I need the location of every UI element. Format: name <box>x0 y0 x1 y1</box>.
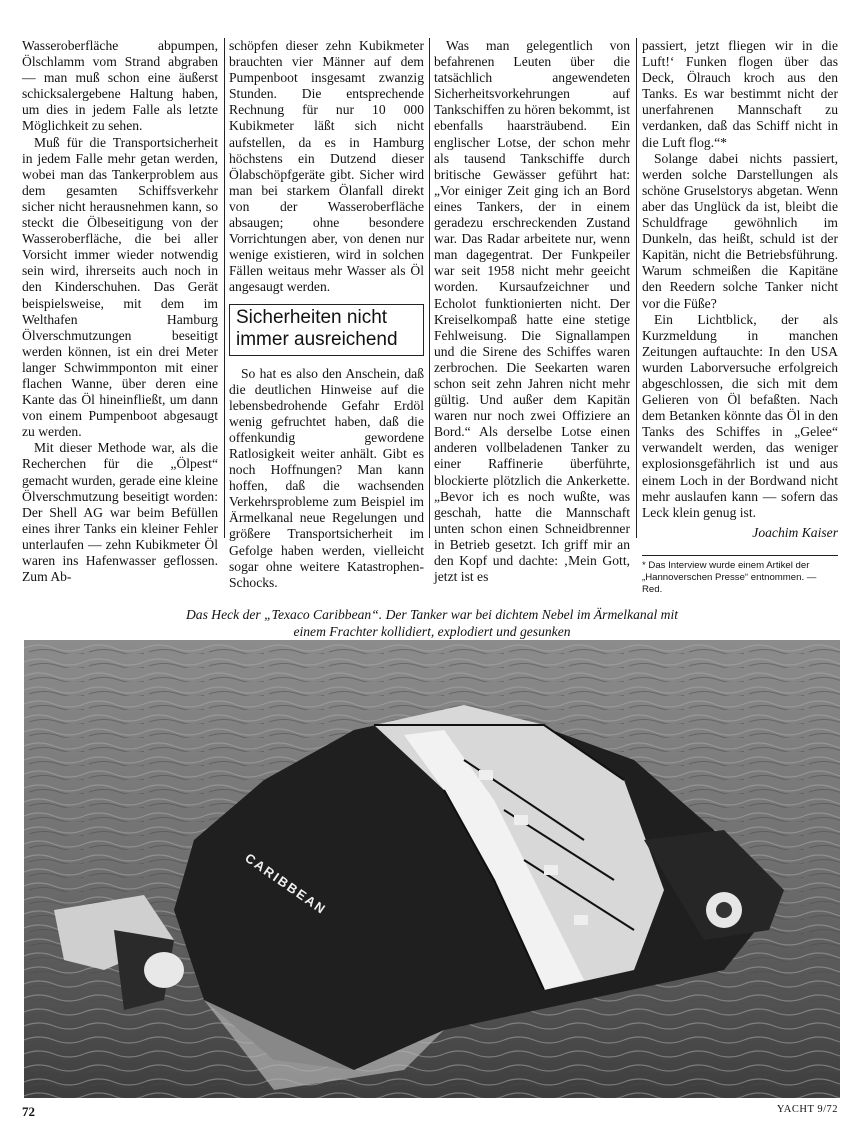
paragraph: Ein Lichtblick, der als Kurzmeldung in manchen Zeitungen auftauchte: In den USA wurden Laborversuche erfolgreich abgeschlossen, die sich mit dem Gelieren von Öl befaßten. Nach dem Betanken könnte das Öl in den Tanks des Schiffes in „Gelee“ verwandelt werden, das weniger explosionsgefährlich ist und aus einem Loch in der Bordwand nicht mehr auslaufen kann — sofern das Leck klein genug ist. <box>642 311 838 520</box>
article-column-1 <box>22 38 218 585</box>
tanker-photo-illustration <box>24 640 840 1098</box>
page-number: 72 <box>22 1104 35 1119</box>
column-divider <box>224 38 225 538</box>
caption-line: Das Heck der „Texaco Caribbean“. Der Tanker war bei dichtem Nebel im Ärmelkanal mit <box>185 607 679 622</box>
paragraph: passiert, jetzt fliegen wir in die Luft!‘ Funken flogen über das Deck, Ölrauch kroch aus den Tanks. Es war bestimmt nicht der unerfahrenen Mannschaft zu verdanken, daß das Schiff nicht in die Luft flog.“* <box>642 38 838 150</box>
sinking-tanker-photo <box>24 640 840 1098</box>
author-byline: Joachim Kaiser <box>752 524 838 540</box>
article-column-2 <box>229 38 424 591</box>
section-heading: Sicherheiten nicht immer ausreichend <box>229 304 424 356</box>
column-divider <box>636 38 637 538</box>
article-column-3 <box>434 38 630 585</box>
paragraph: Solange dabei nichts passiert, werden solche Darstellungen als schöne Gruselstorys abgetan. Wenn aber das Unglück da ist, bleibt die Schuldfrage gewöhnlich im Dunkeln, das heißt, schuld ist der Kapitän, nicht die Betriebsführung. Warum schmeißen die Kapitäne den Reedern solche Tanker nicht vor die Füße? <box>642 150 838 311</box>
paragraph: schöpfen dieser zehn Kubikmeter brauchten vier Männer auf dem Pumpenboot insgesamt zwanzig Stunden. Die entsprechende Rechnung für nur 10 000 Kubikmeter läßt sich nicht aufstellen, da es in Hamburg höchstens ein Dutzend dieser Ölabschöpfgeräte gibt. Sicher wird man bei starkem Ölanfall direkt von der Wasseroberfläche absaugen; ohne besondere Vorrichtungen aber, von denen nur wenige existieren, wird in solchen Fällen weitaus mehr Wasser als Öl angesaugt werden. <box>229 38 424 295</box>
photo-caption <box>60 606 804 640</box>
paragraph: Muß für die Transportsicherheit in jedem Falle mehr getan werden, wobei man das Tankerproblem aus dem gesamten Schiffsverkehr sicher nicht herausnehmen kann, so steckt die Ölbeseitigung von der Wasseroberfläche, die bei aller Vorsicht immer wieder notwendig sein wird, ihrerseits auch noch in den Kinderschuhen. Das Gerät beispielsweise, mit dem im Welthafen Hamburg Ölverschmutzungen beseitigt werden können, ist ein drei Meter langer Schwimmponton mit einer flachen Wanne, über deren eine Kante das Öl hineinfließt, um dann von einem Pumpenboot abgesaugt zu werden. <box>22 134 218 440</box>
paragraph: So hat es also den Anschein, daß die deutlichen Hinweise auf die lebensbedrohende Gefahr Erdöl wenig gefruchtet haben, daß die offenkundig gewordene Ratlosigkeit weiter anhält. Gibt es noch Hoffnungen? Man kann hoffen, daß die wachsenden Verkehrsprobleme zum Beispiel im Ärmelkanal neue Regelungen und größere Transportsicherheit im Gefolge haben werden, vielleicht sogar ohne weitere Katastrophen-Schocks. <box>229 365 424 590</box>
paragraph: Mit dieser Methode war, als die Recherchen für die „Ölpest“ gemacht wurden, gerade eine kleine Ölverschmutzung beseitigt worden: Der Shell AG war beim Befüllen eines ihrer Tanks ein kleiner Fehler unterlaufen — zehn Kubikmeter Öl waren ins Hafenwasser geflossen. Zum Ab- <box>22 440 218 585</box>
caption-line: einem Frachter kollidiert, explodiert und gesunken <box>293 624 571 639</box>
paragraph: Was man gelegentlich von befahrenen Leuten über die tatsächlich angewendeten Sicherheitsvorkehrungen auf Tankschiffen zu hören bekommt, ist ebenfalls haarsträubend. Ein englischer Lotse, der schon mehr als tausend Tankschiffe durch britische Gewässer geführt hat: „Vor einiger Zeit ging ich an Bord eines Tankers, der in einem geradezu erschreckenden Zustand war. Das Radar arbeitete nur, wenn man dagegentrat. Der Funkpeiler war seit 1958 nicht mehr geeicht worden. Kursaufzeichner und Echolot funktionierten nicht. Der Kreiselkompaß hatte eine stetige Fehlweisung. Die Signallampen und die Sirene des Schiffes waren zerbrochen. Die Seekarten waren schon seit zehn Jahren nicht mehr gültig. Und außer dem Kapitän waren nur noch zwei Offiziere an Bord.“ Als derselbe Lotse einen anderen vollbeladenen Tanker zu einer Raffinerie überführte, blockierte plötzlich die Ankerkette. „Bevor ich es noch wußte, was geschah, hatte die Mannschaft unten schon einen Schneidbrenner in Betrieb gesetzt. Ich griff mir an den Kopf und dachte: ‚Mein Gott, jetzt ist es <box>434 38 630 585</box>
paragraph: Wasseroberfläche abpumpen, Ölschlamm vom Strand abgraben — man muß schon eine äußerst schicksalergebene Haltung haben, um dies in jedem Falle als letzte Möglichkeit zu sehen. <box>22 38 218 134</box>
magazine-issue: YACHT 9/72 <box>776 1104 838 1115</box>
column-divider <box>429 38 430 538</box>
hull-lettering: CARIBBEAN <box>242 850 330 918</box>
footnote: * Das Interview wurde einem Artikel der „Hannoverschen Presse“ entnommen. — Red. <box>642 555 838 596</box>
article-column-4 <box>642 38 838 596</box>
